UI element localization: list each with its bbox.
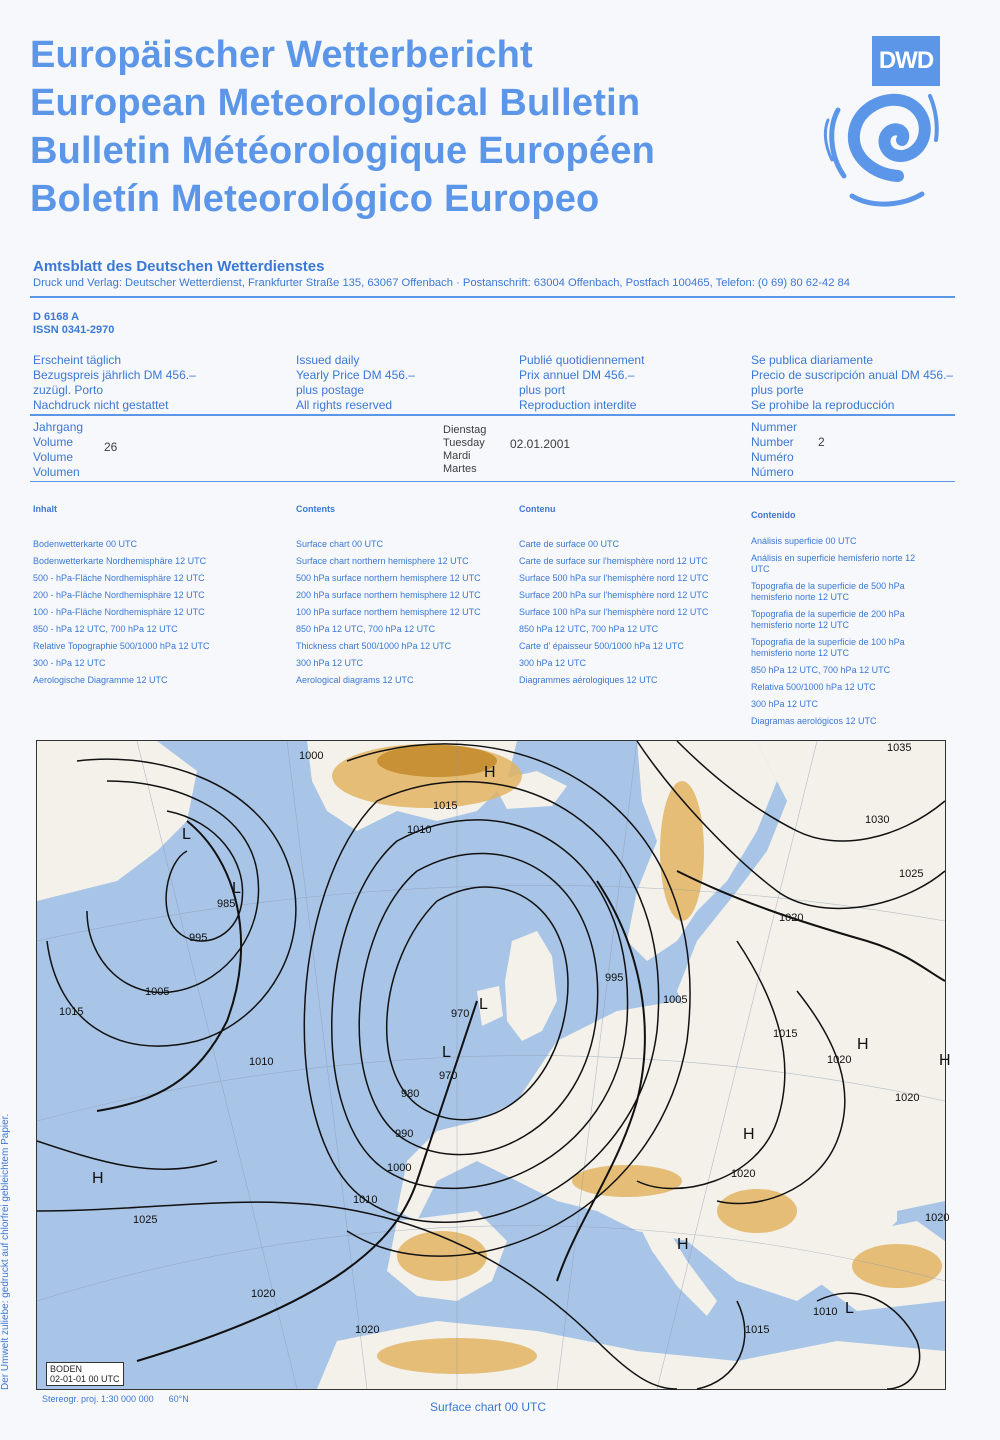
dwd-logo-text: DWD	[872, 36, 940, 86]
weather-map-svg	[37, 741, 951, 1389]
isobar-label: 1025	[133, 1214, 158, 1226]
isobar-label: 1020	[251, 1288, 276, 1300]
contents-item: Relative Topographie 500/1000 hPa 12 UTC	[33, 641, 210, 651]
contents-item: Surface 500 hPa sur l'hemisphère nord 12 UTC	[519, 573, 709, 583]
info-line: plus postage	[296, 383, 365, 397]
chart-caption: Surface chart 00 UTC	[430, 1400, 547, 1414]
info-column-de	[33, 353, 196, 413]
volume-label: Volume	[33, 435, 74, 449]
isobar-label: 1005	[145, 986, 170, 998]
dwd-logo	[812, 36, 940, 214]
number-label: Number	[751, 435, 794, 449]
contents-item: Diagramas aerológicos 12 UTC	[751, 716, 877, 726]
info-line: Bezugspreis jährlich DM 456.–	[33, 368, 196, 382]
day-label: Mardi	[443, 450, 471, 462]
isobar-label: 1035	[887, 742, 912, 754]
projection-text: Stereogr. proj. 1:30 000 000	[42, 1394, 154, 1404]
number-label: Nummer	[751, 420, 798, 434]
map-stamp	[46, 1362, 124, 1386]
info-column-en	[296, 353, 415, 413]
isobar-label: 995	[605, 972, 624, 984]
contents-list-de	[33, 536, 209, 689]
isobar-label: 1020	[779, 912, 804, 924]
pressure-centre: H	[939, 1052, 951, 1069]
isobar-label: 1015	[433, 800, 458, 812]
contents-list-en	[296, 536, 481, 689]
info-line: plus porte	[751, 383, 804, 397]
d-number: D 6168 A	[33, 311, 80, 323]
info-line: plus port	[519, 383, 566, 397]
norway-mountains	[660, 781, 704, 921]
contents-item: Surface chart northern hemisphere 12 UTC	[296, 556, 469, 566]
pressure-centre: L	[182, 826, 191, 843]
contents-item: Aerological diagrams 12 UTC	[296, 675, 414, 685]
volume-label: Volume	[33, 450, 74, 464]
isobar-label: 1025	[899, 868, 924, 880]
title-fr: Bulletin Météorologique Européen	[30, 130, 655, 172]
publisher-address: Druck und Verlag: Deutscher Wetterdienst, Frankfurter Straße 135, 63067 Offenbach · Postanschrift: 63004 Offenbach, Postfach 100465, Telefon: (0 69) 80 62-42 84	[33, 277, 850, 289]
contents-item: Análisis superficie 00 UTC	[751, 536, 857, 546]
isobar-label: 1015	[745, 1324, 770, 1336]
contents-item: Carte de surface 00 UTC	[519, 539, 620, 549]
projection-note	[42, 1394, 189, 1404]
contents-heading-es: Contenido	[751, 510, 796, 520]
info-line: Se prohibe la reproducción	[751, 398, 895, 412]
info-line: Prix annuel DM 456.–	[519, 368, 635, 382]
meta-rule	[30, 481, 955, 482]
contents-item: 300 hPa 12 UTC	[519, 658, 587, 668]
isobar-label: 985	[217, 898, 236, 910]
info-line: Publié quotidiennement	[519, 353, 645, 367]
contents-item: Aerologische Diagramme 12 UTC	[33, 675, 168, 685]
issue-date: 02.01.2001	[510, 437, 571, 451]
isobar-label: 970	[439, 1070, 458, 1082]
isobar-label: 1020	[925, 1212, 950, 1224]
info-line: Erscheint täglich	[33, 353, 122, 367]
contents-item: 850 hPa 12 UTC, 700 hPa 12 UTC	[296, 624, 436, 634]
contents-item: Thickness chart 500/1000 hPa 12 UTC	[296, 641, 452, 651]
isobar-label: 970	[451, 1008, 470, 1020]
title-es: Boletín Meteorológico Europeo	[30, 178, 600, 220]
day-labels	[443, 424, 486, 476]
contents-item: Surface 200 hPa sur l'hemisphère nord 12 UTC	[519, 590, 709, 600]
isobar-label: 1020	[895, 1092, 920, 1104]
info-line: Se publica diariamente	[751, 353, 874, 367]
isobar-label: 1000	[299, 750, 324, 762]
info-line: Nachdruck nicht gestattet	[33, 398, 169, 412]
isobar-label: 1010	[407, 824, 432, 836]
issn: ISSN 0341-2970	[33, 324, 115, 336]
info-line: Reproduction interdite	[519, 398, 637, 412]
contents-item: Topografia de la superficie de 500 hPa hemisferio norte 12 UTC	[751, 581, 905, 602]
pressure-centre: H	[484, 764, 496, 781]
day-label: Martes	[443, 463, 477, 475]
contents-item: 300 hPa 12 UTC	[296, 658, 364, 668]
info-line: Precio de suscripción anual DM 456.–	[751, 368, 954, 382]
isobar-label: 995	[189, 932, 208, 944]
contents-item: 500 - hPa-Fläche Nordhemisphäre 12 UTC	[33, 573, 205, 583]
pressure-centre: H	[857, 1036, 869, 1053]
publisher-name: Amtsblatt des Deutschen Wetterdienstes	[33, 258, 325, 275]
contents-item: Bodenwetterkarte Nordhemisphäre 12 UTC	[33, 556, 207, 566]
spiral-icon	[812, 36, 940, 214]
info-line: Yearly Price DM 456.–	[296, 368, 415, 382]
pressure-centre: L	[845, 1300, 854, 1317]
contents-item: 100 - hPa-Fläche Nordhemisphäre 12 UTC	[33, 607, 205, 617]
number-label: Numéro	[751, 450, 794, 464]
number-label: Número	[751, 465, 794, 479]
greenland-ice-core	[377, 745, 497, 777]
isobar-label: 1005	[663, 994, 688, 1006]
contents-item: 850 hPa 12 UTC, 700 hPa 12 UTC	[751, 665, 891, 675]
isobar-label: 1020	[827, 1054, 852, 1066]
latitude-text: 60°N	[168, 1394, 189, 1404]
info-column-fr	[519, 353, 644, 413]
volume-label: Jahrgang	[33, 420, 84, 434]
anatolia	[852, 1244, 942, 1288]
title-de: Europäischer Wetterbericht	[30, 34, 533, 76]
balkans	[717, 1189, 797, 1233]
contents-item: Topografia de la superficie de 100 hPa hemisferio norte 12 UTC	[751, 637, 905, 658]
contents-item: Surface chart 00 UTC	[296, 539, 384, 549]
isobar-label: 1015	[773, 1028, 798, 1040]
pressure-centre: H	[677, 1236, 689, 1253]
contents-heading-de: Inhalt	[33, 504, 57, 514]
info-line: zuzügl. Porto	[33, 383, 104, 397]
pressure-centre: L	[442, 1044, 451, 1061]
pressure-centre: L	[232, 880, 241, 897]
contents-item: 850 - hPa 12 UTC, 700 hPa 12 UTC	[33, 624, 178, 634]
contents-item: Diagrammes aérologiques 12 UTC	[519, 675, 658, 685]
map-stamp-line: 02-01-01 00 UTC	[50, 1374, 120, 1384]
contents-item: 500 hPa surface northern hemisphere 12 UTC	[296, 573, 481, 583]
contents-item: Carte de surface sur l'hemisphère nord 12 UTC	[519, 556, 708, 566]
header-rule	[30, 296, 955, 298]
side-note: Der Umwelt zuliebe: gedruckt auf chlorfrei gebleichtem Papier.	[0, 1113, 11, 1390]
contents-item: Bodenwetterkarte 00 UTC	[33, 539, 138, 549]
number-labels	[751, 420, 797, 480]
contents-item: Relativa 500/1000 hPa 12 UTC	[751, 682, 876, 692]
isobar-label: 1010	[353, 1194, 378, 1206]
day-label: Dienstag	[443, 424, 487, 436]
isobar-label: 1030	[865, 814, 890, 826]
contents-item: 850 hPa 12 UTC, 700 hPa 12 UTC	[519, 624, 659, 634]
contents-item: 300 - hPa 12 UTC	[33, 658, 106, 668]
info-column-es	[751, 353, 953, 413]
info-line: Issued daily	[296, 353, 360, 367]
isobar-label: 1015	[59, 1006, 84, 1018]
contents-heading-en: Contents	[296, 504, 335, 514]
surface-chart-map	[36, 740, 951, 1390]
isobar-label: 1020	[731, 1168, 756, 1180]
volume-label: Volumen	[33, 465, 80, 479]
title-en: European Meteorological Bulletin	[30, 82, 641, 124]
contents-list-es	[751, 536, 921, 733]
issue-number: 2	[818, 435, 825, 449]
isobar-label: 990	[395, 1128, 414, 1140]
info-rule	[30, 414, 955, 416]
contents-heading-fr: Contenu	[519, 504, 556, 514]
pressure-centre: H	[743, 1126, 755, 1143]
pressure-centre: H	[92, 1170, 104, 1187]
map-stamp-line: BODEN	[50, 1364, 83, 1374]
day-label: Tuesday	[443, 437, 485, 449]
isobar-label: 980	[401, 1088, 420, 1100]
contents-item: Topografia de la superficie de 200 hPa hemisferio norte 12 UTC	[751, 609, 905, 630]
contents-item: Análisis en superficie hemisferio norte 12 UTC	[751, 553, 916, 574]
volume-value: 26	[104, 440, 118, 454]
info-line: All rights reserved	[296, 398, 393, 412]
volume-labels	[33, 420, 83, 480]
isobar-label: 1010	[249, 1056, 274, 1068]
alps	[572, 1165, 682, 1197]
contents-list-fr	[519, 536, 708, 689]
contents-item: 200 hPa surface northern hemisphere 12 UTC	[296, 590, 481, 600]
isobar-label: 1000	[387, 1162, 412, 1174]
isobar-label: 1020	[355, 1324, 380, 1336]
contents-item: Surface 100 hPa sur l'hemisphère nord 12 UTC	[519, 607, 709, 617]
contents-item: 300 hPa 12 UTC	[751, 699, 819, 709]
contents-item: 100 hPa surface northern hemisphere 12 UTC	[296, 607, 481, 617]
contents-item: Carte d' épaisseur 500/1000 hPa 12 UTC	[519, 641, 684, 651]
contents-item: 200 - hPa-Fläche Nordhemisphäre 12 UTC	[33, 590, 205, 600]
pressure-centre: L	[479, 996, 488, 1013]
isobar-label: 1010	[813, 1306, 838, 1318]
